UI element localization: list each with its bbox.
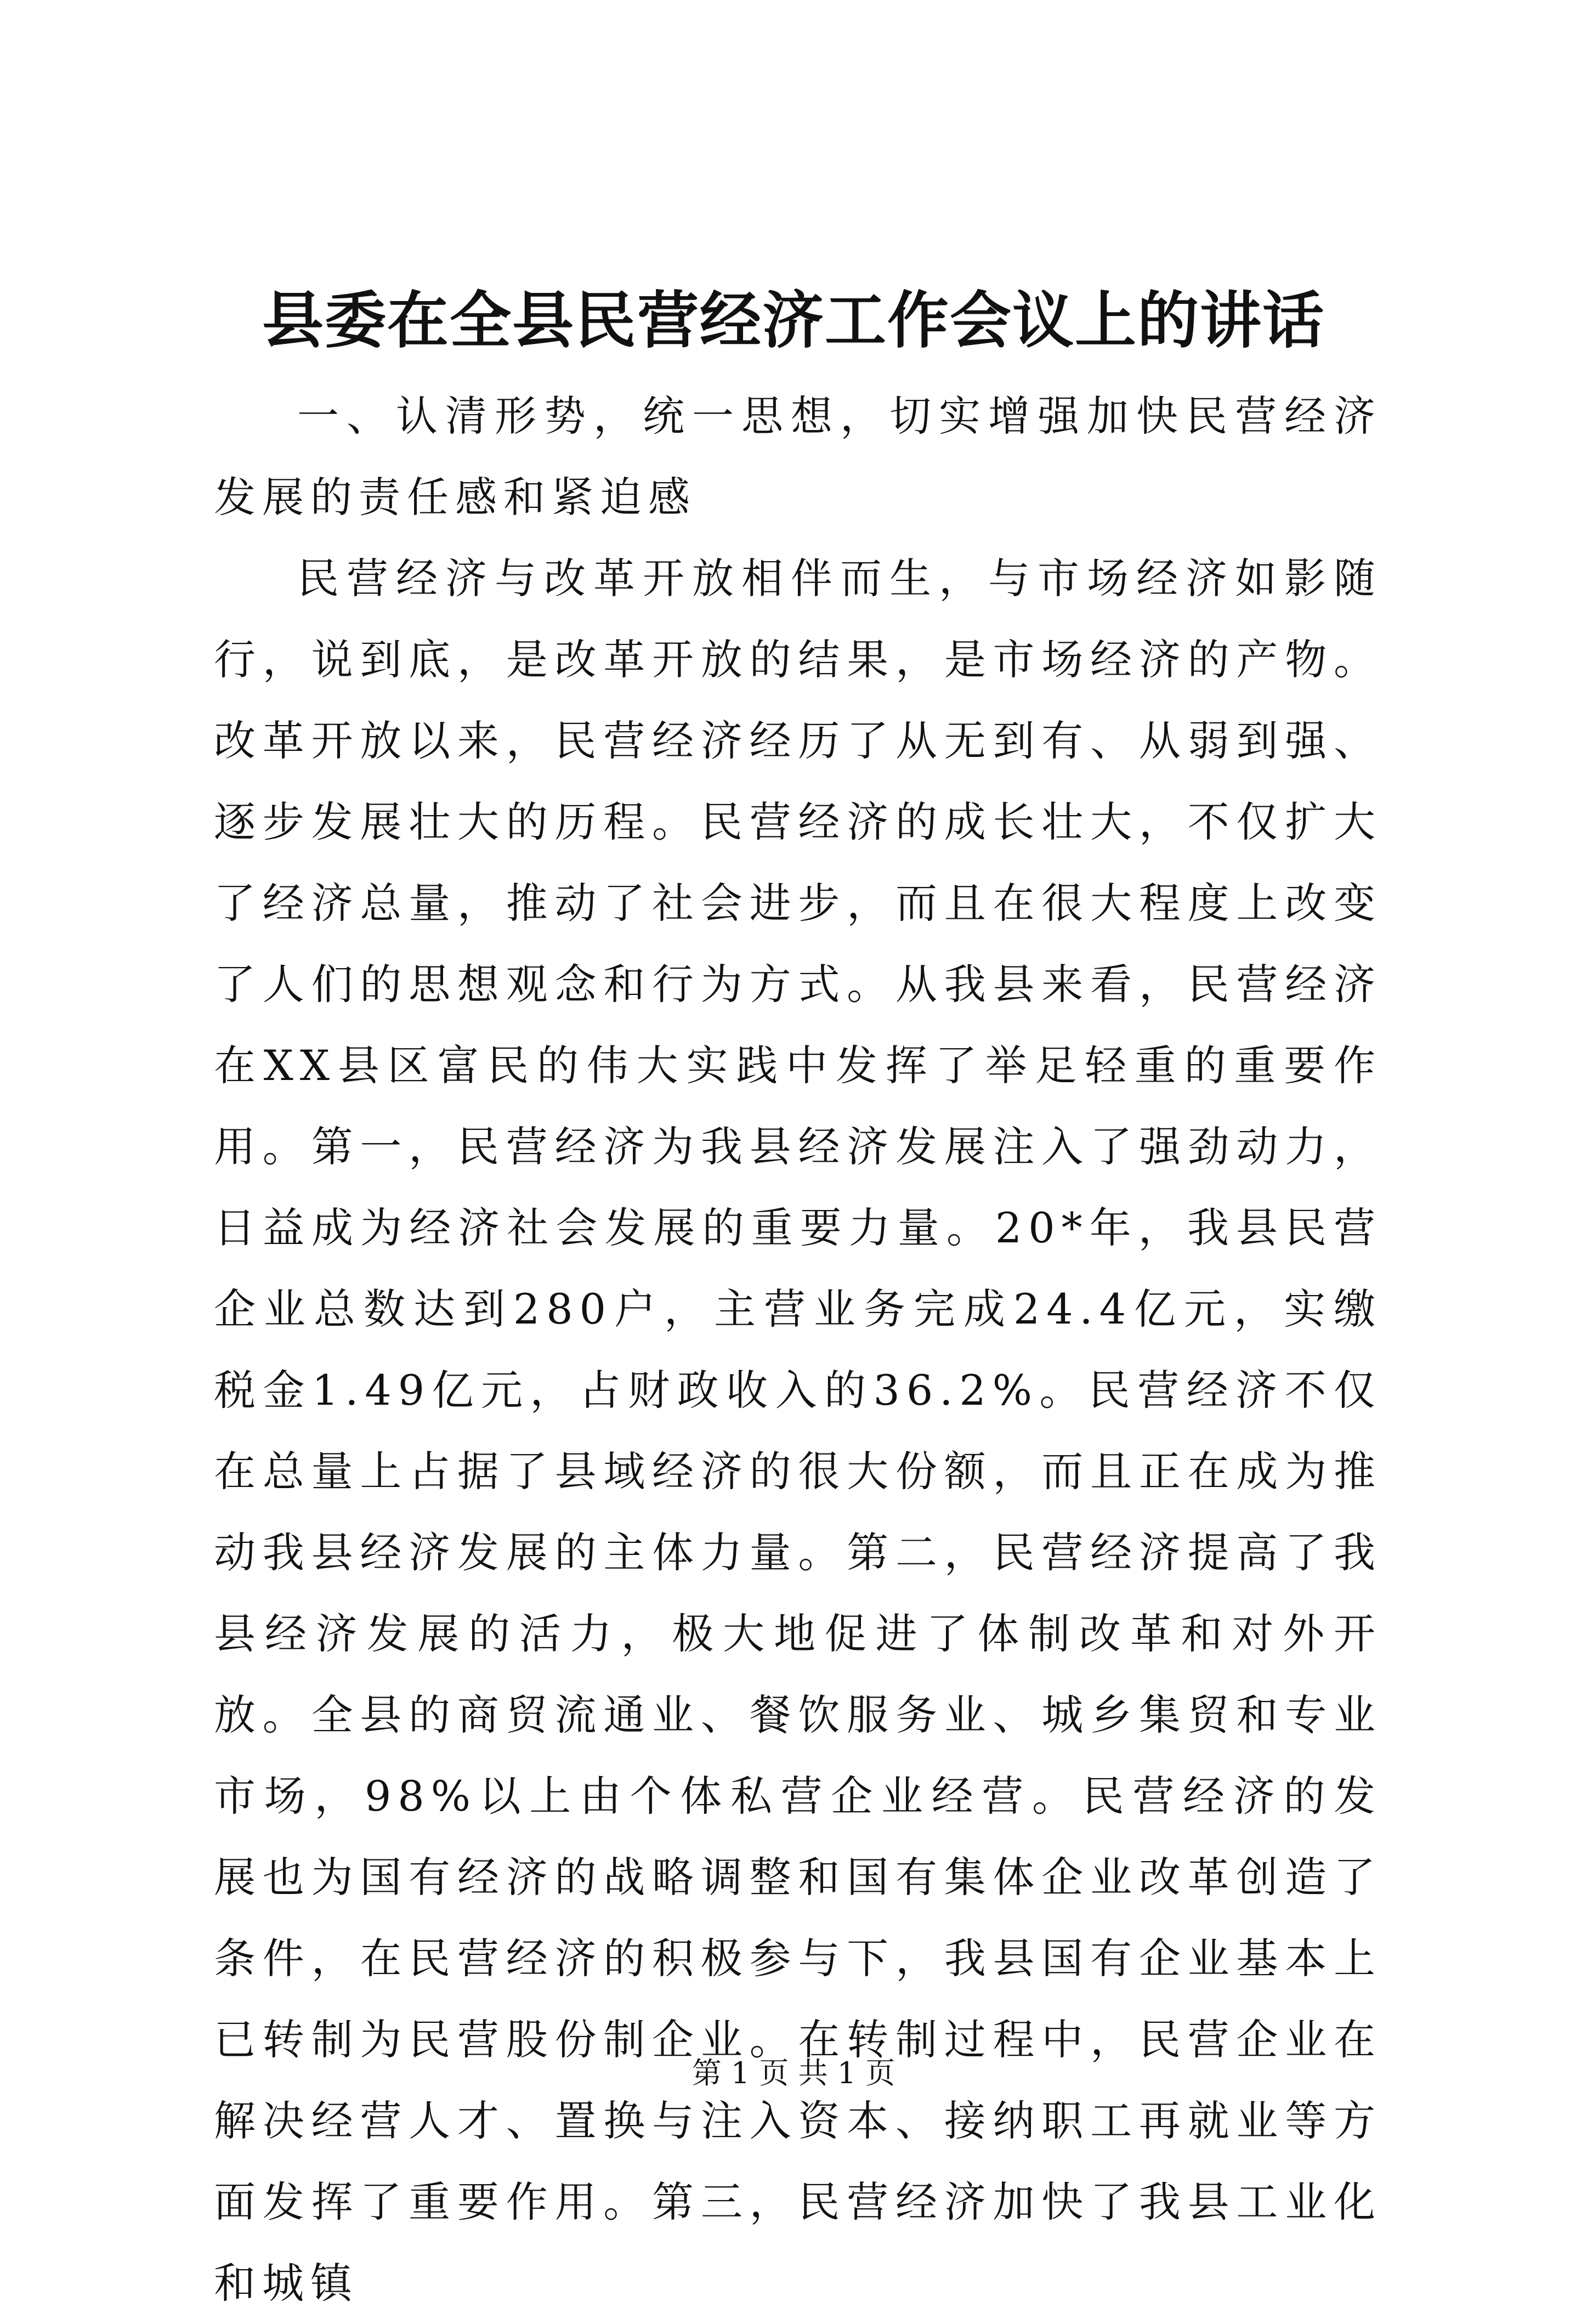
body-paragraph: 民营经济与改革开放相伴而生，与市场经济如影随行，说到底，是改革开放的结果，是市场经济的产物。改革开放以来，民营经济经历了从无到有、从弱到强、逐步发展壮大的历程。民营经济的成长壮大，不仅扩大了经济总量，推动了社会进步，而且在很大程度上改变了人们的思想观念和行为方式。从我县来看，民营经济在XX县区富民的伟大实践中发挥了举足轻重的重要作用。第一，民营经济为我县经济发展注入了强劲动力，日益成为经济社会发展的重要力量。20*年，我县民营企业总数达到280户，主营业务完成24.4亿元，实缴税金1.49亿元，占财政收入的36.2%。民营经济不仅在总量上占据了县域经济的很大份额，而且正在成为推动我县经济发展的主体力量。第二，民营经济提高了我县经济发展的活力，极大地促进了体制改革和对外开放。全县的商贸流通业、餐饮服务业、城乡集贸和专业市场，98%以上由个体私营企业经营。民营经济的发展也为国有经济的战略调整和国有集体企业改革创造了条件，在民营经济的积极参与下，我县国有企业基本上已转制为民营股份制企业。在转制过程中，民营企业在解决经营人才、置换与注入资本、接纳职工再就业等方面发挥了重要作用。第三，民营经济加快了我县工业化和城镇 bbox=[214, 554, 1382, 2308]
page-footer: 第 1 页 共 1 页 bbox=[692, 2056, 895, 2090]
section-heading: 一、认清形势，统一思想，切实增强加快民营经济发展的责任感和紧迫感 bbox=[214, 392, 1382, 522]
document-title: 县委在全县民营经济工作会议上的讲话 bbox=[262, 285, 1325, 357]
document-content bbox=[214, 376, 1382, 2324]
